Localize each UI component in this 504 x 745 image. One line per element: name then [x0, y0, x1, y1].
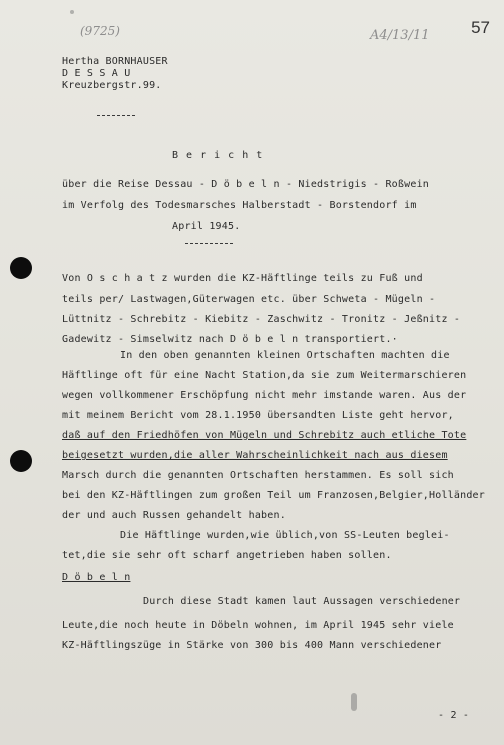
text-line: teils per/ Lastwagen,Güterwagen etc. über Schweta - Mügeln - [62, 294, 436, 305]
subtitle-line: April 1945. [172, 221, 241, 232]
text-line: Häftlinge oft für eine Nacht Station,da sie zum Weitermarschieren [62, 370, 467, 381]
text-line-underlined: beigesetzt wurden,die aller Wahrscheinlichkeit nach aus diesem [62, 450, 448, 461]
archive-page-number: 57 [471, 18, 490, 37]
subtitle-line: über die Reise Dessau - D ö b e l n - Niedstrigis - Roßwein [62, 179, 430, 190]
text-line: Von O s c h a t z wurden die KZ-Häftlinge teils zu Fuß und [62, 273, 423, 284]
paper-mark [351, 693, 357, 711]
text-line-underlined: daß auf den Friedhöfen von Mügeln und Schrebitz auch etliche Tote [62, 430, 467, 441]
text-line: Marsch durch die genannten Ortschaften herstammen. Es soll sich [62, 470, 454, 481]
text-line: bei den KZ-Häftlingen zum großen Teil um Franzosen,Belgier,Holländer [62, 490, 485, 501]
archive-mark-right: A4/13/11 [370, 28, 430, 43]
section-heading-doebeln: D ö b e l n [62, 572, 131, 583]
archive-mark-left: (9725) [80, 24, 120, 38]
text-line: Die Häftlinge wurden,wie üblich,von SS-Leuten beglei- [120, 530, 450, 541]
sender-name: Hertha BORNHAUSER [62, 56, 168, 67]
text-line: KZ-Häftlingszüge in Stärke von 300 bis 400 Mann verschiedener [62, 640, 442, 651]
text-line: Gadewitz - Simselwitz nach D ö b e l n transportiert.· [62, 334, 398, 345]
punch-hole [10, 450, 32, 472]
text-line: Durch diese Stadt kamen laut Aussagen verschiedener [143, 596, 461, 607]
punch-hole [10, 257, 32, 279]
text-line: der und auch Russen gehandelt haben. [62, 510, 286, 521]
text-line: tet,die sie sehr oft scharf angetrieben haben sollen. [62, 550, 392, 561]
report-heading: B e r i c h t [172, 150, 264, 161]
subtitle-line: im Verfolg des Todesmarsches Halberstadt - Borstendorf im [62, 200, 417, 211]
separator-line [185, 243, 233, 244]
footer-page-marker: - 2 - [438, 710, 470, 721]
text-line: Lüttnitz - Schrebitz - Kiebitz - Zaschwitz - Tronitz - Jeßnitz - [62, 314, 461, 325]
text-line: wegen vollkommener Erschöpfung nicht mehr imstande waren. Aus der [62, 390, 467, 401]
text-line: Leute,die noch heute in Döbeln wohnen, im April 1945 sehr viele [62, 620, 454, 631]
sender-city: D E S S A U [62, 68, 131, 79]
separator-line [97, 115, 135, 116]
sender-street: Kreuzbergstr.99. [62, 80, 162, 91]
text-line: mit meinem Bericht vom 28.1.1950 übersandten Liste geht hervor, [62, 410, 454, 421]
text-line: In den oben genannten kleinen Ortschaften machten die [120, 350, 450, 361]
ink-dot [70, 10, 74, 14]
